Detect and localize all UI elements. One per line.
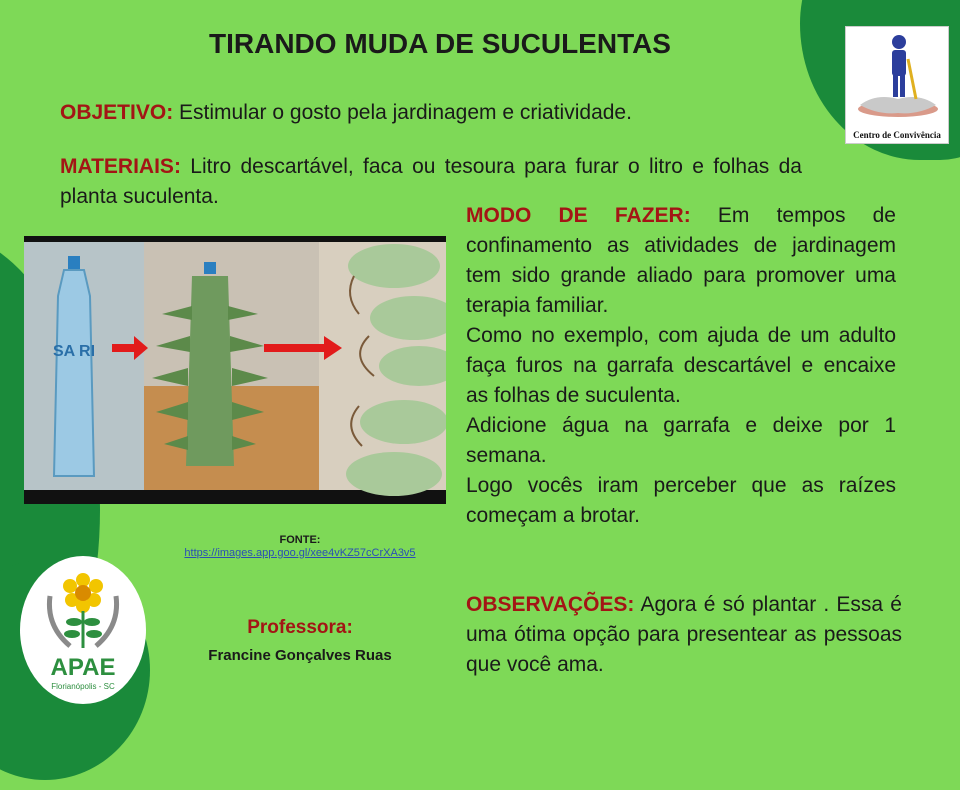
source-credit — [160, 534, 440, 560]
modo-label: MODO DE FAZER: — [466, 204, 691, 227]
elderly-person-icon — [846, 27, 948, 127]
page-title: TIRANDO MUDA DE SUCULENTAS — [209, 28, 671, 59]
materiais-label: MATERIAIS: — [60, 155, 181, 178]
apae-logo — [20, 556, 146, 704]
modo-text-3: Adicione água na garrafa e deixe por 1 semana. — [466, 414, 896, 467]
professora-name: Francine Gonçalves Ruas — [208, 647, 392, 664]
modo-paragraph-1 — [466, 201, 896, 321]
bottle-shape — [54, 270, 94, 476]
fonte-label: FONTE: — [279, 534, 321, 546]
logo-label: Centro de Convivência — [853, 130, 941, 140]
photo-illustration — [24, 236, 446, 504]
objetivo-section — [60, 98, 800, 128]
apae-city: Florianópolis - SC — [51, 682, 115, 691]
observacoes-text: Agora é só plantar . Essa é uma ótima opção para presentear as pessoas que você ama. — [466, 593, 902, 676]
observacoes-label: OBSERVAÇÕES: — [466, 593, 635, 616]
modo-text-1: Em tempos de confinamento as atividades de jardinagem tem sido grande aliado para promover uma terapia familiar. — [466, 204, 896, 317]
materiais-text: Litro descartável, faca ou tesoura para furar o litro e folhas da planta suculenta. — [60, 155, 802, 208]
succulent-bottle-photo — [24, 236, 446, 504]
professora-label: Professora: — [247, 617, 353, 638]
fonte-link[interactable]: https://images.app.goo.gl/xee4vKZ57cCrXA3v5 — [184, 547, 416, 559]
bottle-cap — [68, 256, 80, 270]
modo-text-4: Logo vocês iram perceber que as raízes começam a brotar. — [466, 474, 896, 527]
modo-section — [466, 201, 896, 531]
objetivo-text: Estimular o gosto pela jardinagem e criatividade. — [179, 101, 632, 124]
apae-name: APAE — [50, 654, 116, 681]
observacoes-section — [466, 590, 902, 680]
centro-convivencia-logo — [845, 26, 949, 144]
sunflower-icon — [20, 556, 146, 656]
modo-text-2: Como no exemplo, com ajuda de um adulto faça furos na garrafa descartável e encaixe as folhas de suculenta. — [466, 324, 896, 407]
objetivo-label: OBJETIVO: — [60, 101, 174, 124]
bottle-label: SA RI — [52, 343, 96, 360]
